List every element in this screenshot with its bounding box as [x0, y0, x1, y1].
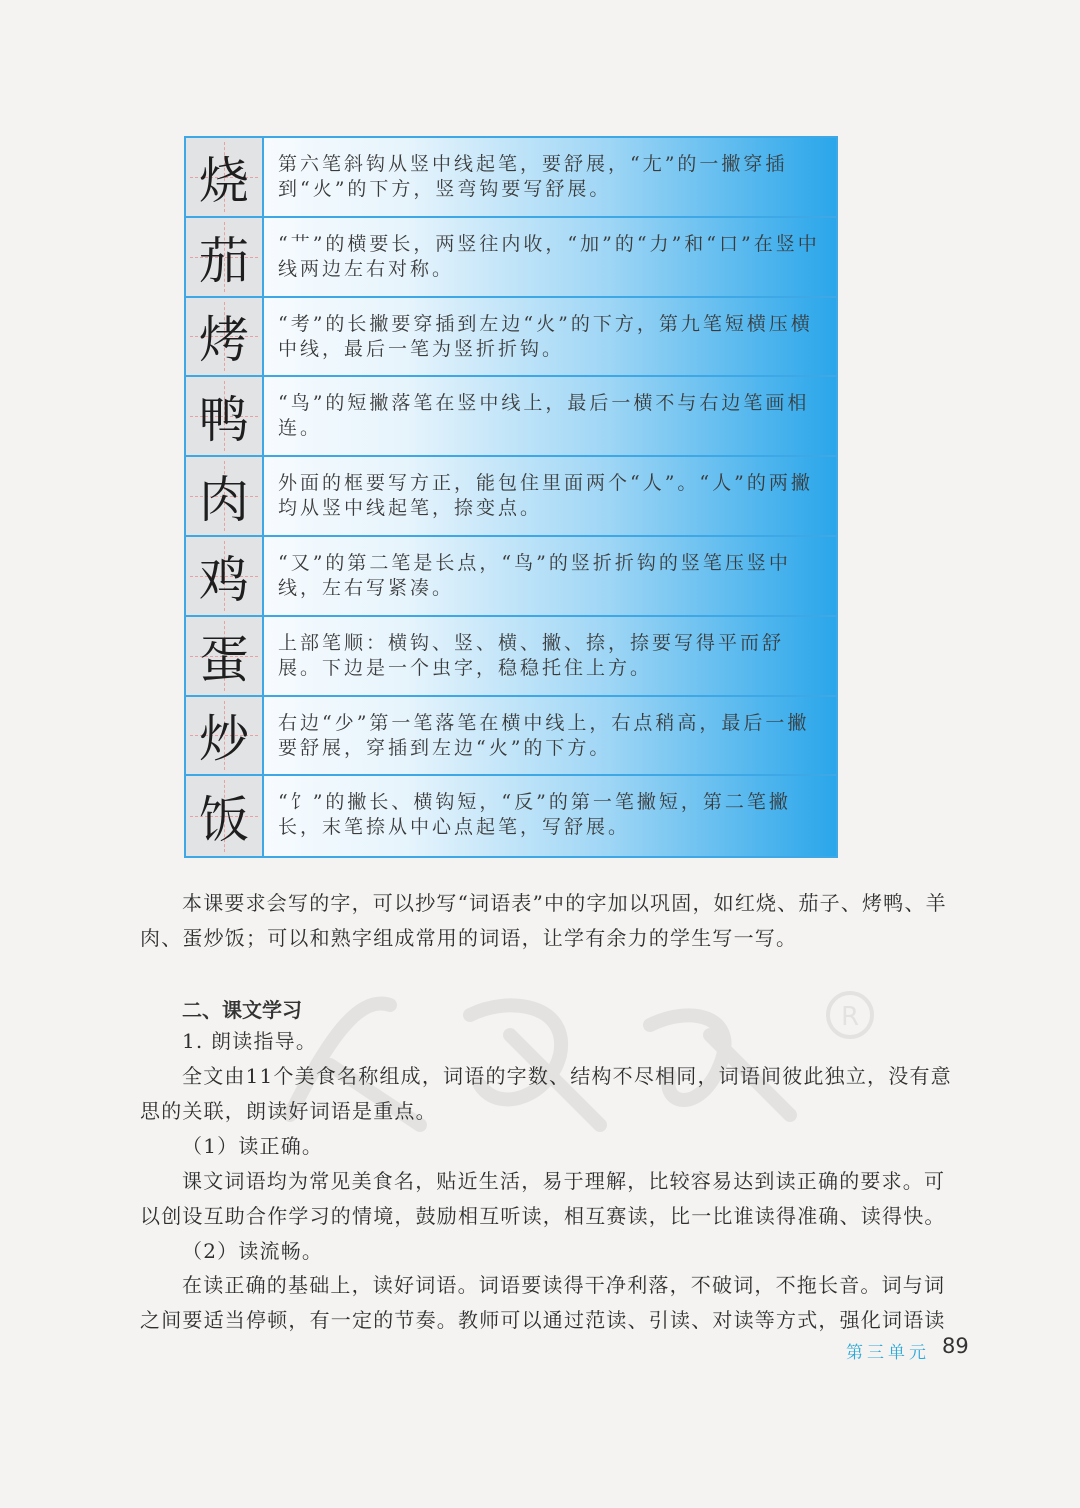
character-cell	[186, 697, 264, 775]
character: 鸭	[199, 391, 249, 450]
item-heading-read-correctly: （1）读正确。	[182, 1134, 324, 1158]
character: 鸡	[199, 550, 249, 609]
svg-text:R: R	[841, 1002, 860, 1032]
character-cell	[186, 617, 264, 695]
section-heading: 二、课文学习	[182, 998, 302, 1022]
summary-paragraph: 本课要求会写的字，可以抄写“词语表”中的字加以巩固，如红烧、茄子、烤鸭、羊肉、蛋炒饭；可以和熟字组成常用的词语，让学有余力的学生写一写。	[140, 891, 947, 950]
writing-tip: 右边“少”第一笔落笔在横中线上，右点稍高，最后一撇要舒展，穿插到左边“火”的下方。	[264, 697, 836, 775]
table-row	[186, 298, 836, 378]
character: 烧	[199, 151, 249, 210]
writing-tip: “又”的第二笔是长点，“鸟”的竖折折钩的竖笔压竖中线，左右写紧凑。	[264, 537, 836, 615]
writing-tip: 第六笔斜钩从竖中线起笔，要舒展，“尢”的一撇穿插到“火”的下方，竖弯钩要写舒展。	[264, 138, 836, 216]
writing-tip: “考”的长撇要穿插到左边“火”的下方，第九笔短横压横中线，最后一笔为竖折折钩。	[264, 298, 836, 376]
character: 炒	[199, 710, 249, 769]
table-row	[186, 218, 836, 298]
footer-unit-label: 第三单元	[846, 1343, 930, 1363]
character-cell	[186, 377, 264, 455]
writing-tip: “饣”的撇长、横钩短，“反”的第一笔撇短，第二笔撇长，末笔捺从中心点起笔，写舒展。	[264, 776, 836, 856]
character-cell	[186, 218, 264, 296]
character-cell	[186, 457, 264, 535]
table-row	[186, 697, 836, 777]
writing-tip: “鸟”的短撇落笔在竖中线上，最后一横不与右边笔画相连。	[264, 377, 836, 455]
table-row	[186, 776, 836, 856]
paragraph-read-correctly: 课文词语均为常见美食名，贴近生活，易于理解，比较容易达到读正确的要求。可以创设互助合作学习的情境，鼓励相互听读，相互赛读，比一比谁读得准确、读得快。	[140, 1169, 946, 1228]
intro-paragraph: 全文由11个美食名称组成，词语的字数、结构不尽相同，词语间彼此独立，没有意思的关联，朗读好词语是重点。	[140, 1064, 952, 1123]
writing-tip: “艹”的横要长，两竖往内收，“加”的“力”和“口”在竖中线两边左右对称。	[264, 218, 836, 296]
table-row	[186, 617, 836, 697]
paragraph-read-fluently: 在读正确的基础上，读好词语。词语要读得干净利落，不破词，不拖长音。词与词之间要适当停顿，有一定的节奏。教师可以通过范读、引读、对读等方式，强化词语读	[140, 1273, 946, 1332]
character-cell	[186, 537, 264, 615]
item-heading-read-fluently: （2）读流畅。	[182, 1239, 324, 1263]
character-writing-table	[184, 136, 838, 858]
character: 饭	[199, 791, 249, 850]
character: 茄	[199, 231, 249, 290]
table-row	[186, 377, 836, 457]
writing-tip: 上部笔顺：横钩、竖、横、撇、捺，捺要写得平而舒展。下边是一个虫字，稳稳托住上方。	[264, 617, 836, 695]
writing-tip: 外面的框要写方正，能包住里面两个“人”。“人”的两撇均从竖中线起笔，捺变点。	[264, 457, 836, 535]
subheading-reading-guidance: 1. 朗读指导。	[182, 1029, 318, 1053]
table-row	[186, 138, 836, 218]
table-row	[186, 537, 836, 617]
character: 烤	[199, 311, 249, 370]
character: 蛋	[199, 630, 249, 689]
character: 肉	[199, 471, 249, 530]
character-cell	[186, 776, 264, 856]
character-cell	[186, 298, 264, 376]
character-cell	[186, 138, 264, 216]
page-number: 89	[942, 1334, 969, 1358]
table-row	[186, 457, 836, 537]
